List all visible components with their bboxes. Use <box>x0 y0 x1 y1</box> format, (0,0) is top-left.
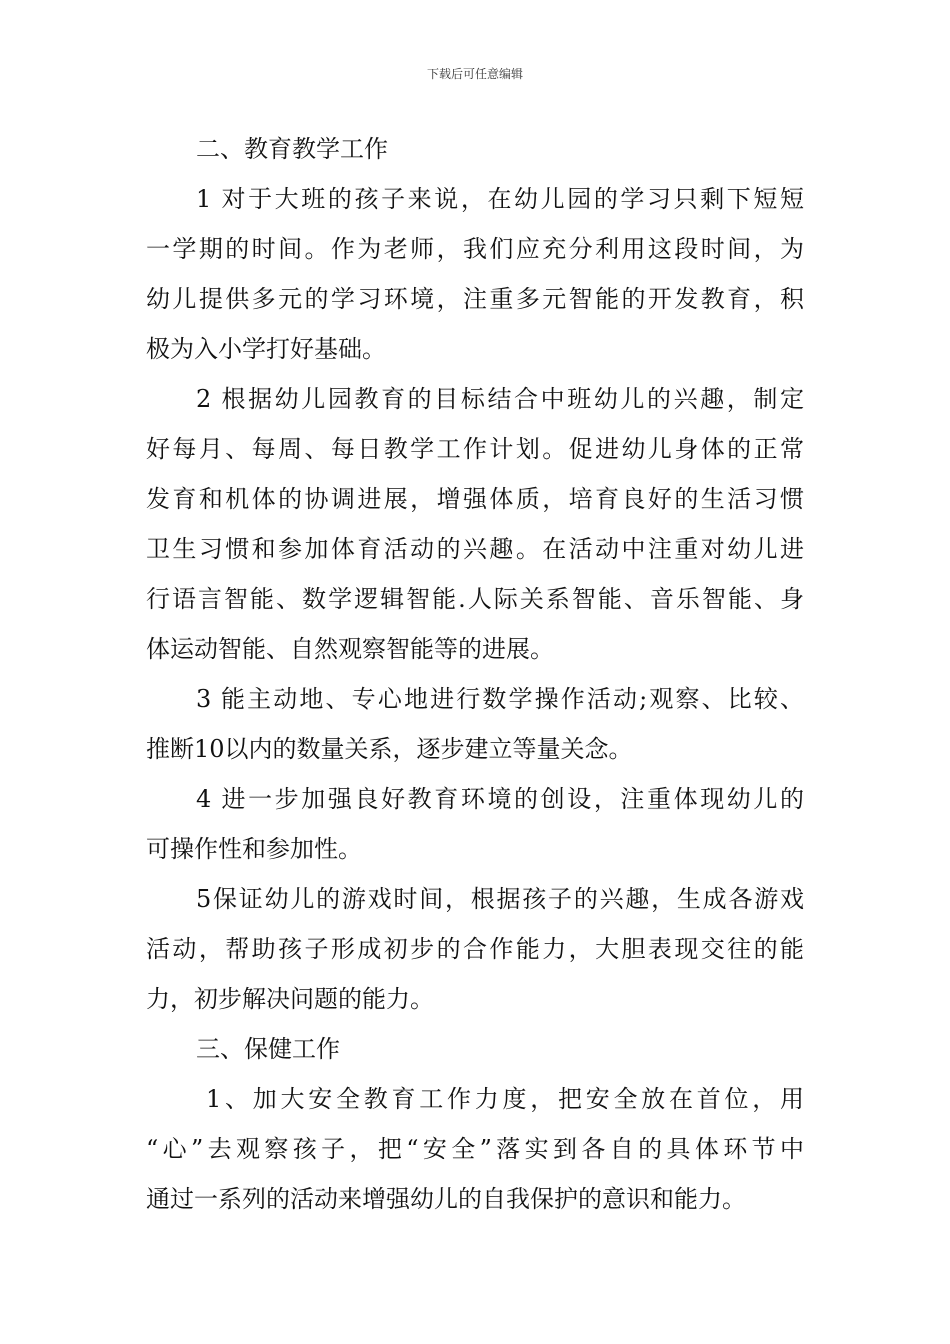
paragraph-line: 2 根据幼儿园教育的目标结合中班幼儿的兴趣，制定 <box>196 385 804 413</box>
paragraph-line: 通过一系列的活动来增强幼儿的自我保护的意识和能力。 <box>146 1185 746 1213</box>
paragraph-line: 一学期的时间。作为老师，我们应充分利用这段时间，为 <box>146 235 804 263</box>
page-header-note: 下载后可任意编辑 <box>426 67 523 81</box>
paragraph-line: 3 能主动地、专心地进行数学操作活动;观察、比较、 <box>196 685 804 713</box>
paragraph-line: 发育和机体的协调进展，增强体质，培育良好的生活习惯 <box>146 485 804 513</box>
paragraph-line: 4 进一步加强良好教育环境的创设，注重体现幼儿的 <box>196 785 804 813</box>
paragraph-line: 可操作性和参加性。 <box>146 835 362 863</box>
paragraph-line: “心”去观察孩子，把“安全”落实到各自的具体环节中 <box>146 1135 804 1163</box>
paragraph-line: 极为入小学打好基础。 <box>146 335 386 363</box>
section-heading: 三、保健工作 <box>196 1035 340 1063</box>
paragraph-line: 1、加大安全教育工作力度，把安全放在首位，用 <box>206 1085 804 1113</box>
paragraph-line: 力，初步解决问题的能力。 <box>146 985 434 1013</box>
paragraph-line: 5保证幼儿的游戏时间，根据孩子的兴趣，生成各游戏 <box>196 885 804 913</box>
paragraph-line: 1 对于大班的孩子来说，在幼儿园的学习只剩下短短 <box>196 185 804 213</box>
paragraph-line: 行语言智能、数学逻辑智能.人际关系智能、音乐智能、身 <box>146 585 804 613</box>
paragraph-line: 好每月、每周、每日教学工作计划。促进幼儿身体的正常 <box>146 435 804 463</box>
paragraph-line: 幼儿提供多元的学习环境，注重多元智能的开发教育，积 <box>146 285 804 313</box>
paragraph-line: 活动，帮助孩子形成初步的合作能力，大胆表现交往的能 <box>146 935 804 963</box>
paragraph-line: 体运动智能、自然观察智能等的进展。 <box>146 635 554 663</box>
section-heading: 二、教育教学工作 <box>196 135 388 163</box>
paragraph-line: 卫生习惯和参加体育活动的兴趣。在活动中注重对幼儿进 <box>146 535 804 563</box>
paragraph-line: 推断10以内的数量关系，逐步建立等量关念。 <box>146 735 633 763</box>
